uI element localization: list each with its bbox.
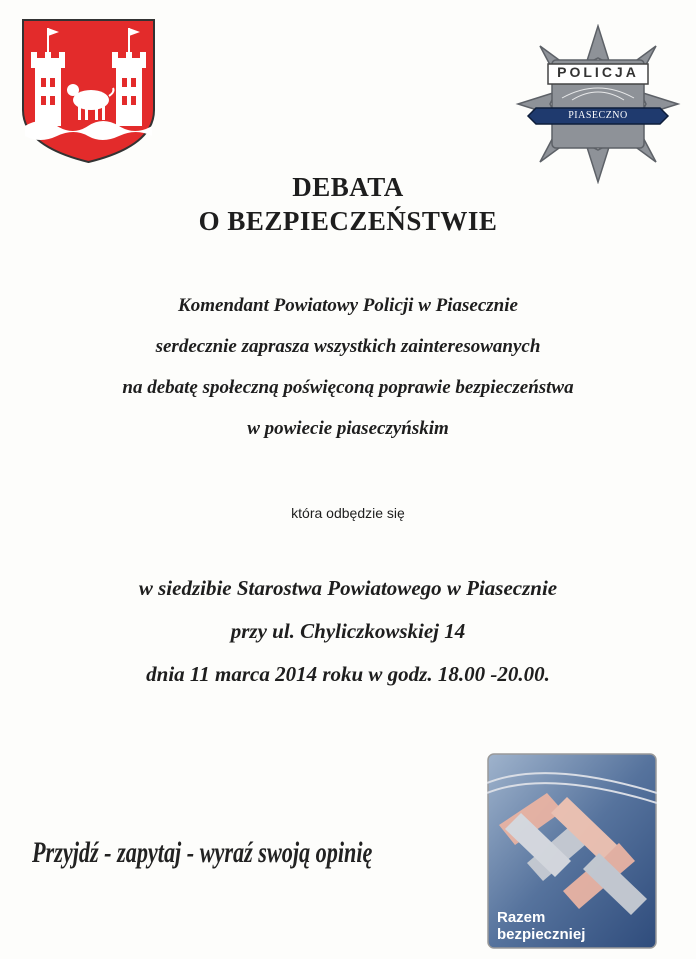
coat-of-arms-icon — [21, 18, 156, 164]
razem-line-2: bezpieczniej — [497, 926, 586, 943]
invitation-line: Komendant Powiatowy Policji w Piasecznie — [178, 295, 518, 316]
venue-line: w siedzibie Starostwa Powiatowego w Piasecznie — [138, 576, 558, 600]
slogan: Przyjdź - zapytaj - wyraź swoją opinię — [32, 836, 373, 869]
venue-line: dnia 11 marca 2014 roku w godz. 18.00 -20.00. — [146, 662, 550, 686]
police-badge-icon — [514, 24, 682, 184]
razem-line-1: Razem — [497, 909, 546, 926]
venue-line: przy ul. Chyliczkowskiej 14 — [230, 619, 466, 643]
razem-logo-text — [497, 909, 647, 943]
badge-top-text: POLICJA — [557, 64, 639, 80]
invitation-paragraph — [0, 285, 696, 449]
badge-ribbon-text: PIASECZNO — [568, 110, 628, 121]
invitation-line: w powiecie piaseczyńskim — [247, 418, 449, 439]
page-title — [0, 170, 696, 238]
title-line-1: DEBATA — [292, 172, 404, 202]
connector-text: która odbędzie się — [291, 505, 405, 521]
venue-details — [0, 567, 696, 696]
title-line-2: O BEZPIECZEŃSTWIE — [198, 206, 498, 236]
invitation-line: na debatę społeczną poświęconą poprawie bezpieczeństwa — [122, 377, 574, 398]
invitation-line: serdecznie zaprasza wszystkich zainteresowanych — [155, 336, 541, 357]
